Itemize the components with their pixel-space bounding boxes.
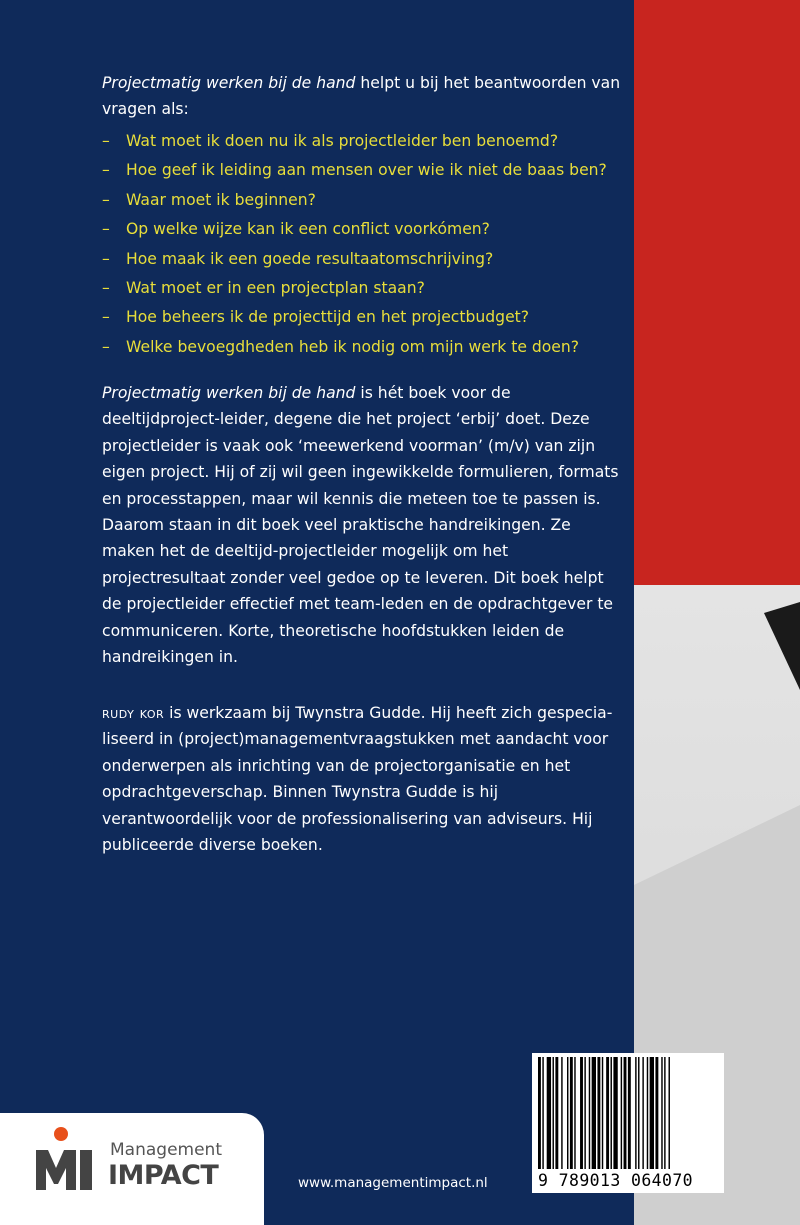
author-bio xyxy=(102,700,622,858)
barcode-bar xyxy=(580,1057,583,1169)
barcode-bar xyxy=(570,1057,573,1169)
book-title-italic: Projectmatig werken bij de hand xyxy=(102,74,356,92)
intro-text xyxy=(102,70,622,123)
list-item: – Wat moet er in een projectplan staan? xyxy=(102,274,622,303)
barcode-bar xyxy=(628,1057,631,1169)
barcode-bar xyxy=(642,1057,643,1169)
barcode-bar xyxy=(669,1057,670,1169)
barcode-bar xyxy=(561,1057,562,1169)
bullet-dash: – xyxy=(102,132,110,150)
barcode-bar xyxy=(592,1057,596,1169)
bullet-dash: – xyxy=(102,337,110,356)
barcode-bar xyxy=(574,1057,575,1169)
barcode-bar xyxy=(606,1057,609,1169)
list-item: – Hoe geef ik leiding aan mensen over wie ik niet de baas ben? xyxy=(102,156,622,185)
barcode-bar xyxy=(621,1057,622,1169)
publisher-url: www.managementimpact.nl xyxy=(298,1175,488,1191)
intro-sentence: helpt u bij het beantwoorden van vragen als: xyxy=(102,74,621,119)
list-item: – Wat moet ik doen nu ik als projectleider ben benoemd? xyxy=(102,127,622,156)
bullet-dash: – xyxy=(102,161,110,180)
barcode-bar xyxy=(638,1057,639,1169)
list-item: – Waar moet ik beginnen? xyxy=(102,186,622,215)
management-impact-logo-icon xyxy=(34,1126,104,1192)
barcode-bar xyxy=(661,1057,662,1169)
barcode-bar xyxy=(555,1057,558,1169)
isbn-number: 9 789013 064070 xyxy=(538,1171,694,1190)
barcode-bar xyxy=(635,1057,636,1169)
publisher-name-line2: IMPACT xyxy=(108,1160,219,1191)
barcode-bar xyxy=(647,1057,648,1169)
barcode-bar xyxy=(538,1057,541,1169)
red-accent-strip xyxy=(634,0,800,585)
barcode-bar xyxy=(602,1057,603,1169)
list-item: – Hoe beheers ik de projecttijd en het projectbudget? xyxy=(102,303,622,332)
bullet-dash: – xyxy=(102,190,110,209)
barcode-bar xyxy=(584,1057,585,1169)
list-item: – Hoe maak ik een goede resultaatomschrijving? xyxy=(102,245,622,274)
description-paragraph xyxy=(102,380,622,670)
description-text: is hét boek voor de deeltijdproject-leider, degene die het project ‘erbij’ doet. Deze projectleider is vaak ook ‘meewerkend voorman’ (m/v) van zijn eigen project. Hij of zij wil geen ingewikkelde formulieren, formats en processtappen, maar wil kennis die meteen toe te passen is. Daarom staan in dit boek veel praktische handreikingen. Ze maken het de deeltijd-projectleider mogelijk om het projectresultaat zonder veel gedoe op te leveren. Dit boek helpt de projectleider effectief met team-leden en de opdrachtgever te communiceren. Korte, theoretische hoofdstukken leiden de handreikingen in. xyxy=(102,384,619,667)
barcode-bar xyxy=(624,1057,627,1169)
barcode-bar xyxy=(567,1057,568,1169)
list-item: – Op welke wijze kan ik een conflict voorkómen? xyxy=(102,215,622,244)
barcode-bar xyxy=(589,1057,590,1169)
barcode-bar xyxy=(547,1057,551,1169)
author-name: rudy kor xyxy=(102,704,165,722)
barcode-bar xyxy=(664,1057,665,1169)
bullet-dash: – xyxy=(102,279,110,298)
bullet-dash: – xyxy=(102,220,110,239)
barcode-bar xyxy=(597,1057,600,1169)
bullet-dash: – xyxy=(102,249,110,268)
barcode-bar xyxy=(611,1057,612,1169)
book-title-italic: Projectmatig werken bij de hand xyxy=(102,384,356,402)
question-list xyxy=(102,127,622,362)
barcode-bar xyxy=(655,1057,658,1169)
barcode-bar xyxy=(650,1057,654,1169)
barcode-bar xyxy=(613,1057,617,1169)
bullet-dash: – xyxy=(102,308,110,327)
barcode-bar xyxy=(542,1057,543,1169)
author-bio-text: is werkzaam bij Twynstra Gudde. Hij heeft zich gespecia-liseerd in (project)managementvraagstukken met aandacht voor onderwerpen als inrichting van de projectorganisatie en het opdrachtgeverschap. Binnen Twynstra Gudde is hij verantwoordelijk voor de professionalisering van adviseurs. Hij publiceerde diverse boeken. xyxy=(102,704,613,855)
list-item: – Welke bevoegdheden heb ik nodig om mijn werk te doen? xyxy=(102,333,622,362)
barcode-bar xyxy=(553,1057,554,1169)
publisher-name-line1: Management xyxy=(110,1140,222,1160)
